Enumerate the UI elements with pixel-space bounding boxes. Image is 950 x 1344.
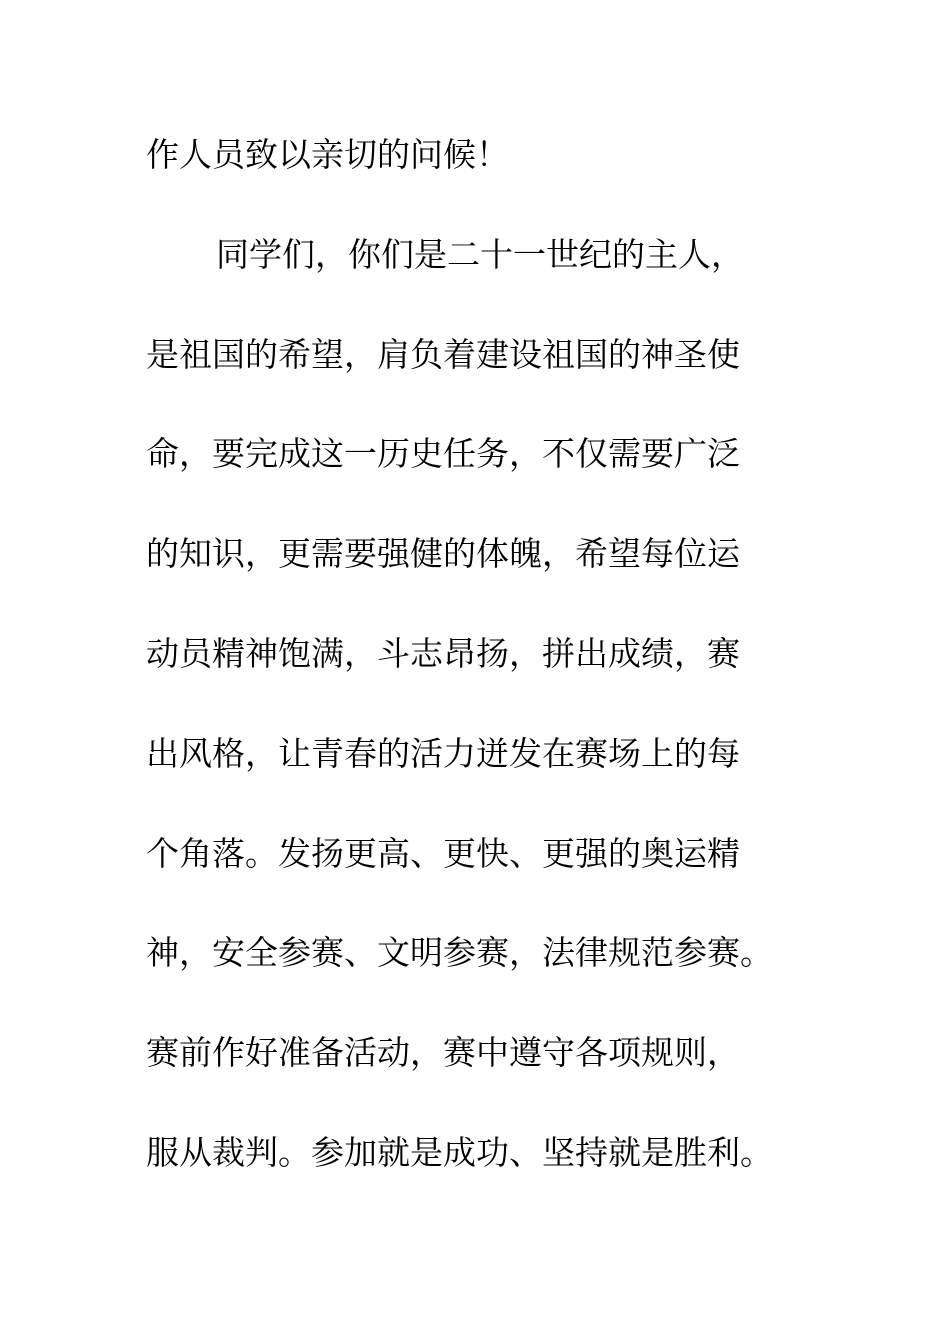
text-line-8: 个角落。发扬更高、更快、更强的奥运精 [146,833,740,873]
text-line-3: 是祖国的希望，肩负着建设祖国的神圣使 [146,334,740,374]
text-line-9: 神，安全参赛、文明参赛，法律规范参赛。 [146,933,773,973]
text-line-1: 作人员致以亲切的问候！ [146,135,509,174]
text-line-6: 动员精神饱满，斗志昂扬，拼出成绩，赛 [146,633,740,673]
text-line-10: 赛前作好准备活动，赛中遵守各项规则， [146,1033,740,1073]
text-line-7: 出风格，让青春的活力迸发在赛场上的每 [146,733,740,773]
text-line-4: 命，要完成这一历史任务，不仅需要广泛 [146,434,740,474]
text-line-2: 同学们，你们是二十一世纪的主人， [216,234,744,274]
document-body [146,126,826,1224]
text-line-11: 服从裁判。参加就是成功、坚持就是胜利。 [146,1132,773,1172]
text-line-5: 的知识，更需要强健的体魄，希望每位运 [146,534,740,574]
